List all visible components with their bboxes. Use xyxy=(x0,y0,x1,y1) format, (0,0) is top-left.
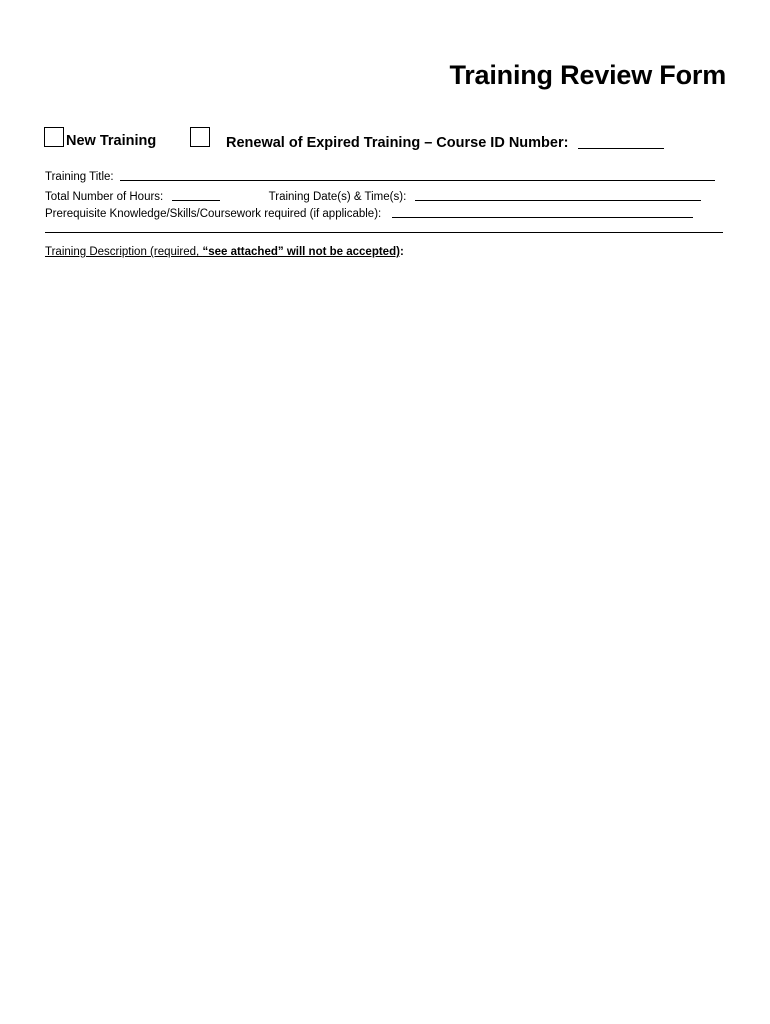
renewal-option xyxy=(226,133,664,151)
course-id-field[interactable] xyxy=(578,135,664,149)
dates-times-label: Training Date(s) & Time(s): xyxy=(268,191,407,203)
renewal-label: Renewal of Expired Training – Course ID Number: xyxy=(226,135,569,151)
hours-dates-row xyxy=(45,188,701,203)
training-title-field[interactable] xyxy=(120,169,715,181)
dates-times-field[interactable] xyxy=(415,189,701,201)
prerequisite-row xyxy=(45,205,693,220)
form-title: Training Review Form xyxy=(449,60,726,90)
new-training-label: New Training xyxy=(66,133,157,149)
description-label-bold: “see attached” will not be accepted) xyxy=(202,246,400,258)
renewal-checkbox[interactable] xyxy=(190,127,210,147)
prerequisite-field[interactable] xyxy=(392,206,693,218)
training-description-label xyxy=(45,246,404,258)
total-hours-label: Total Number of Hours: xyxy=(45,191,164,203)
training-title-row xyxy=(45,168,715,183)
total-hours-field[interactable] xyxy=(172,189,220,201)
description-label-start: Training Description (required, xyxy=(45,246,203,258)
new-training-checkbox[interactable] xyxy=(44,127,64,147)
training-description-area[interactable] xyxy=(45,268,723,968)
description-label-end: : xyxy=(399,246,404,258)
prerequisite-label: Prerequisite Knowledge/Skills/Coursework required (if applicable): xyxy=(45,208,382,220)
training-title-label: Training Title: xyxy=(45,171,114,183)
prerequisite-continuation-field[interactable] xyxy=(45,221,723,233)
